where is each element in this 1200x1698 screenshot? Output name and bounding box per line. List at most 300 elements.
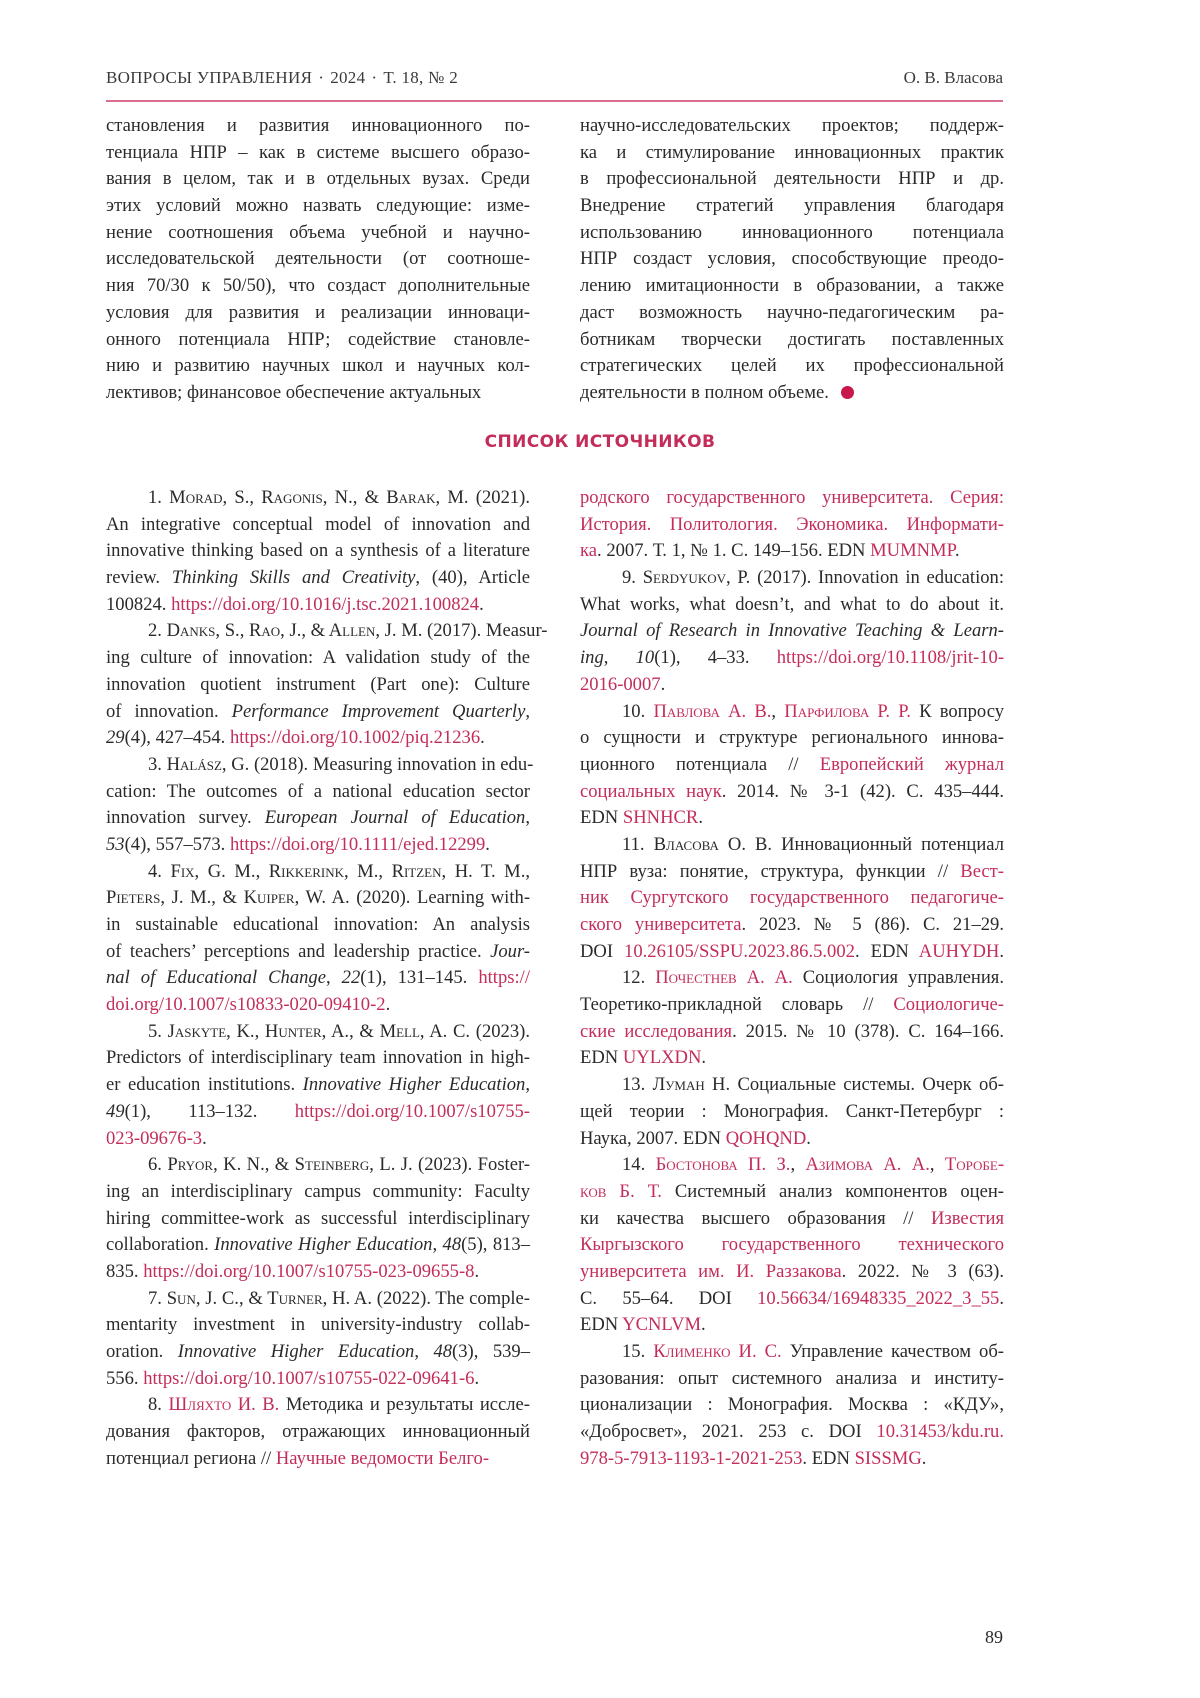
- reference-text: ционного потенциала //: [580, 753, 820, 775]
- reference-text: 29: [106, 727, 125, 749]
- reference-text: 15.: [622, 1341, 654, 1362]
- reference-line: [580, 912, 1004, 939]
- reference-text: 49: [106, 1100, 125, 1122]
- reference-line: [106, 485, 530, 512]
- reference-line: [106, 1286, 530, 1313]
- reference-line: [106, 1232, 530, 1259]
- reference-link[interactable]: ские исследования: [580, 1020, 733, 1042]
- reference-link[interactable]: SHNHCR: [622, 807, 699, 829]
- reference-item: [580, 832, 1004, 965]
- reference-link[interactable]: MUMNMP: [870, 540, 955, 562]
- reference-text: ,: [432, 1234, 443, 1256]
- reference-text: EDN: [580, 1047, 623, 1069]
- reference-text: ing culture of innovation: A validation study of the: [106, 647, 530, 669]
- reference-link[interactable]: Почестнев А. А.: [655, 967, 793, 989]
- reference-text: European Journal of Education: [264, 807, 526, 829]
- reference-text: (1), 113–132.: [124, 1100, 295, 1122]
- reference-text: .: [701, 1314, 706, 1336]
- reference-text: (4), 427–454.: [124, 727, 230, 749]
- reference-text: (1), 131–145.: [360, 967, 479, 989]
- reference-text: . 2015. № 10 (378). С. 164–166.: [732, 1020, 1004, 1042]
- reference-line: [106, 832, 530, 859]
- reference-text: 10.: [622, 700, 654, 722]
- body-text-line: в профессиональной деятельности НПР и др.: [580, 168, 1004, 190]
- reference-line: [106, 1099, 530, 1126]
- reference-text: Jaskyte, K., Hunter, A., & Mell, A. C.: [167, 1020, 471, 1042]
- reference-text: of innovation.: [106, 700, 232, 722]
- body-text-line: Внедрение стратегий управления благодаря: [580, 195, 1004, 217]
- reference-text: ,: [929, 1154, 945, 1176]
- reference-text: (2020). Learning with-: [349, 887, 531, 909]
- reference-text: 556.: [106, 1367, 144, 1389]
- body-text-line: вания в целом, так и в отдельных вузах. Среди: [106, 168, 530, 190]
- reference-line: [106, 565, 530, 592]
- reference-text: EDN: [580, 807, 623, 829]
- separator: ·: [371, 68, 378, 87]
- reference-text: 11.: [622, 833, 654, 855]
- reference-line: [106, 805, 530, 832]
- end-of-article-marker-icon: [841, 386, 854, 399]
- reference-text: 2.: [148, 620, 167, 642]
- reference-text: innovation survey.: [106, 807, 265, 829]
- reference-text: К вопросу: [910, 700, 1004, 722]
- reference-text: . 2022. № 3 (63).: [841, 1260, 1004, 1282]
- reference-text: (4), 557–573.: [124, 833, 230, 855]
- reference-text: , (40), Article: [415, 567, 531, 589]
- reference-link[interactable]: doi.org/10.1007/s10833-020-09410-2: [106, 994, 386, 1016]
- reference-text: Социология управления.: [792, 967, 1004, 989]
- reference-line: [580, 1232, 1004, 1259]
- reference-text: 7.: [148, 1287, 167, 1309]
- reference-text: Performance Improvement Quarterly: [231, 700, 526, 722]
- reference-text: . EDN: [854, 940, 919, 962]
- reference-text: . 2023. № 5 (86). С. 21–29.: [741, 914, 1004, 935]
- reference-line: [580, 1259, 1004, 1286]
- reference-link[interactable]: университета им. И. Раззакова: [580, 1260, 842, 1282]
- reference-text: ционализации : Монография. Москва : «КДУ»,: [580, 1394, 1004, 1416]
- reference-line: [580, 725, 1004, 752]
- reference-text: (2017). Measur-: [422, 620, 548, 642]
- body-text-line: научно-исследовательских проектов; поддерж-: [580, 115, 1004, 136]
- reference-line: [580, 752, 1004, 779]
- reference-item: [106, 1392, 530, 1472]
- reference-text: Наука, 2007. EDN: [580, 1127, 726, 1149]
- body-text-line: нию и развитию научных школ и научных кол-: [106, 355, 530, 377]
- reference-text: о сущности и структуре регионального иннова-: [580, 727, 1004, 749]
- reference-text: in sustainable educational innovation: An analysis: [106, 914, 530, 935]
- reference-link[interactable]: https://doi.org/10.1007/s10755-022-09641-6: [143, 1367, 475, 1389]
- reference-text: НПР вуза: понятие, структура, функции //: [580, 860, 961, 882]
- journal-info: [106, 68, 458, 88]
- reference-link[interactable]: 2016-0007: [580, 673, 661, 695]
- body-text-line: условия для развития и реализации инноваци-: [106, 301, 530, 323]
- reference-link[interactable]: 10.26105/SSPU.2023.86.5.002: [624, 940, 855, 962]
- reference-link[interactable]: QOHQND: [725, 1127, 807, 1149]
- reference-text: Innovative Higher Education: [302, 1074, 526, 1096]
- reference-text: mentarity investment in university-industry collab-: [106, 1314, 530, 1336]
- reference-line: [106, 859, 530, 886]
- reference-line: [580, 645, 1004, 672]
- reference-text: 53: [106, 833, 125, 855]
- reference-line: [580, 832, 1004, 859]
- body-column-right: [580, 113, 1004, 407]
- reference-link[interactable]: Социологиче-: [893, 994, 1004, 1016]
- running-author: О. В. Власова: [903, 68, 1003, 87]
- body-text-line: НПР создаст условия, способствующие преодо-: [580, 248, 1004, 270]
- reference-text: щей теории : Монография. Санкт-Петербург :: [580, 1100, 1004, 1122]
- reference-line: [580, 1045, 1004, 1072]
- journal-year: 2024: [330, 68, 366, 87]
- reference-text: innovation quotient instrument (Part one): Culture: [106, 673, 530, 695]
- reference-link[interactable]: Парфилова Р. Р.: [784, 700, 911, 722]
- reference-line: [106, 1072, 530, 1099]
- reference-line: [106, 699, 530, 726]
- reference-line: [580, 1179, 1004, 1206]
- reference-line: [580, 672, 1004, 699]
- reference-line: [106, 618, 548, 645]
- reference-text: 48: [433, 1341, 453, 1362]
- reference-text: oration.: [106, 1341, 178, 1362]
- reference-text: . 2014. № 3-1 (42). С. 435–444.: [721, 780, 1004, 802]
- reference-item: [106, 1286, 530, 1393]
- reference-item: [106, 618, 548, 751]
- reference-line: [106, 965, 530, 992]
- reference-line: [106, 538, 530, 565]
- reference-line: [106, 1366, 530, 1393]
- reference-text: What works, what doesn’t, and what to do about it.: [580, 593, 1004, 615]
- reference-link[interactable]: Бостонова П. З.: [655, 1154, 791, 1176]
- reference-text: (5), 813–: [461, 1234, 531, 1256]
- reference-line: [580, 1366, 1004, 1393]
- reference-text: innovative thinking based on a synthesis of a literature: [106, 540, 530, 562]
- reference-text: 5.: [148, 1020, 168, 1042]
- reference-line: [106, 1126, 530, 1153]
- reference-link[interactable]: https://doi.org/10.1002/piq.21236: [229, 727, 481, 749]
- reference-line: [580, 965, 1004, 992]
- reference-line: [580, 618, 1004, 645]
- reference-item: [106, 1019, 530, 1152]
- reference-item: [106, 485, 530, 618]
- reference-text: 9.: [622, 567, 643, 589]
- reference-text: Jour-: [490, 940, 530, 962]
- reference-text: 835.: [106, 1260, 144, 1282]
- reference-link[interactable]: ник Сургутского государственного педагогиче-: [580, 887, 1004, 909]
- reference-text: .: [701, 1047, 707, 1069]
- reference-text: Sun, J. C., & Turner, H. A.: [166, 1287, 372, 1309]
- reference-line: [106, 1206, 530, 1233]
- reference-text: nal of Educational Change: [106, 967, 326, 989]
- reference-line: [106, 1339, 530, 1366]
- reference-item: [580, 699, 1004, 832]
- body-text-line: лению имитационности в образовании, а также: [580, 275, 1004, 297]
- reference-text: 6.: [148, 1154, 168, 1176]
- reference-link[interactable]: UYLXDN: [622, 1047, 702, 1069]
- reference-line: [106, 992, 530, 1019]
- reference-text: Innovative Higher Education: [177, 1341, 415, 1362]
- reference-item: [106, 859, 530, 1019]
- reference-text: (2023). Foster-: [412, 1154, 530, 1176]
- reference-text: . 2007. Т. 1, № 1. С. 149–156. EDN: [597, 540, 871, 562]
- reference-text: .: [999, 1287, 1004, 1309]
- reference-text: Методика и результаты иссле-: [279, 1394, 531, 1416]
- reference-line: [580, 538, 1004, 565]
- reference-line: [580, 859, 1004, 886]
- reference-text: Innovative Higher Education: [214, 1234, 433, 1256]
- reference-line: [106, 592, 530, 619]
- reference-text: .: [485, 833, 490, 855]
- reference-text: .: [999, 940, 1004, 962]
- reference-text: 4.: [148, 860, 171, 882]
- reference-link[interactable]: ка: [580, 540, 598, 562]
- reference-text: .: [660, 673, 666, 695]
- references-column-left: [106, 485, 548, 1472]
- reference-line: [580, 565, 1004, 592]
- reference-line: [106, 1019, 530, 1046]
- reference-text: review.: [106, 567, 172, 589]
- reference-line: [106, 512, 530, 539]
- body-text-line: нение соотношения объема учебной и научно-: [106, 221, 530, 243]
- reference-text: ,: [525, 1074, 530, 1096]
- reference-link[interactable]: 10.56634/16948335_2022_3_55: [757, 1287, 1000, 1309]
- reference-text: ing: [580, 647, 604, 669]
- reference-text: 10: [635, 647, 655, 669]
- reference-link[interactable]: 978-5-7913-1193-1-2021-253: [580, 1447, 803, 1469]
- reference-link[interactable]: https://doi.org/10.1007/s10755-: [294, 1100, 530, 1122]
- body-text-line: ния 70/30 к 50/50), что создаст дополнительные: [106, 275, 530, 297]
- reference-text: С. 55–64. DOI: [580, 1287, 758, 1309]
- reference-line: [580, 1126, 1004, 1153]
- reference-text: .: [806, 1127, 811, 1149]
- reference-link[interactable]: YCNLVM: [622, 1314, 702, 1336]
- reference-text: Инновационный потенциал: [772, 833, 1004, 855]
- reference-text: Journal of Research in Innovative Teaching & Learn-: [580, 620, 1004, 642]
- reference-text: Predictors of interdisciplinary team innovation in high-: [106, 1047, 530, 1069]
- reference-link[interactable]: История. Политология. Экономика. Информати-: [580, 513, 1004, 535]
- reference-item: [580, 965, 1004, 1072]
- reference-line: [580, 1152, 1004, 1179]
- reference-link[interactable]: https://: [478, 967, 531, 989]
- reference-line: [106, 912, 530, 939]
- reference-line: [106, 1045, 530, 1072]
- reference-line: [580, 1019, 1004, 1046]
- body-text-line: тенциала НПР – как в системе высшего образо-: [106, 141, 530, 163]
- reference-line: [580, 1339, 1004, 1366]
- reference-text: ,: [414, 1341, 434, 1362]
- reference-line: [106, 1259, 530, 1286]
- reference-text: ки качества высшего образования //: [580, 1207, 931, 1229]
- reference-line: [106, 1312, 530, 1339]
- reference-line: [580, 885, 1004, 912]
- reference-text: Pieters, J. M., & Kuiper, W. A.: [106, 887, 350, 909]
- reference-line: [106, 1179, 530, 1206]
- reference-link[interactable]: ского университета: [580, 914, 742, 935]
- reference-link[interactable]: SISSMG: [854, 1447, 922, 1469]
- reference-link[interactable]: Кыргызского государственного технического: [580, 1234, 1004, 1256]
- reference-text: (1), 4–33.: [654, 647, 777, 669]
- reference-link[interactable]: 10.31453/kdu.ru.: [876, 1421, 1004, 1443]
- body-text-line: использованию инновационного потенциала: [580, 221, 1004, 243]
- body-text-line: стратегических целей их профессиональной: [580, 355, 1004, 377]
- reference-text: (2023).: [470, 1020, 530, 1042]
- reference-line: [580, 1206, 1004, 1233]
- reference-text: 100824.: [106, 593, 172, 615]
- header-rule: [106, 100, 1003, 102]
- reference-link[interactable]: родского государственного университета. Серия:: [580, 487, 1004, 508]
- reference-item: [106, 752, 534, 859]
- reference-text: разования: опыт системного анализа и институ-: [580, 1367, 1004, 1389]
- reference-line: [106, 939, 530, 966]
- reference-text: .: [921, 1447, 927, 1469]
- reference-text: .: [954, 540, 960, 562]
- reference-text: Morad, S., Ragonis, N., & Barak, M.: [169, 487, 469, 508]
- reference-text: (2018). Measuring innovation in edu-: [249, 753, 534, 775]
- reference-text: 14.: [622, 1154, 656, 1176]
- reference-line: [106, 779, 530, 806]
- reference-line: [580, 485, 1004, 512]
- reference-line: [580, 1419, 1004, 1446]
- reference-link[interactable]: https://doi.org/10.1007/s10755-023-09655-8: [143, 1260, 475, 1282]
- reference-text: Социальные системы. Очерк об-: [730, 1074, 1004, 1096]
- body-text-line: деятельности в полном объеме.: [580, 380, 1004, 407]
- reference-text: .: [385, 994, 391, 1016]
- reference-line: [580, 1286, 1004, 1313]
- reference-link[interactable]: Известия: [930, 1207, 1004, 1229]
- reference-line: [106, 1419, 530, 1446]
- running-header: [106, 64, 1003, 98]
- reference-line: [580, 592, 1004, 619]
- body-text-line: этих условий можно назвать следующие: изме-: [106, 195, 530, 217]
- body-text-line: онного потенциала НПР; содействие становле-: [106, 328, 530, 350]
- reference-link[interactable]: AUHYDH: [918, 940, 1000, 962]
- reference-text: Danks, S., Rao, J., & Allen, J. M.: [166, 620, 423, 642]
- reference-text: Thinking Skills and Creativity: [171, 567, 416, 589]
- reference-item: [580, 565, 1004, 698]
- body-text-line: ботникам творчески достигать поставленных: [580, 328, 1004, 350]
- references-heading: СПИСОК ИСТОЧНИКОВ: [484, 432, 716, 452]
- reference-text: .: [479, 593, 484, 615]
- reference-text: EDN: [580, 1314, 623, 1336]
- reference-line: [106, 645, 530, 672]
- body-text-line: даст возможность научно-педагогическим ра-: [580, 301, 1004, 323]
- reference-text: «Добросвет», 2021. 253 с. DOI: [580, 1421, 877, 1443]
- reference-item: [580, 1339, 1004, 1472]
- reference-link[interactable]: Павлова А. В.: [653, 700, 772, 722]
- reference-line: [580, 992, 1004, 1019]
- reference-text: . EDN: [802, 1447, 855, 1469]
- reference-text: Системный анализ компонентов оцен-: [661, 1180, 1004, 1202]
- reference-link[interactable]: Шляхто И. В.: [168, 1394, 280, 1416]
- reference-text: Управление качеством об-: [781, 1341, 1005, 1362]
- reference-line: [580, 779, 1004, 806]
- reference-text: ,: [790, 1154, 806, 1176]
- reference-line: [106, 672, 530, 699]
- reference-line: [580, 1072, 1004, 1099]
- reference-text: Pryor, K. N., & Steinberg, L. J.: [167, 1154, 413, 1176]
- reference-text: (2022). The comple-: [371, 1287, 530, 1309]
- journal-volume-issue: Т. 18, № 2: [383, 68, 459, 87]
- reference-line: [106, 885, 530, 912]
- reference-line: [106, 1152, 530, 1179]
- reference-text: .: [474, 1260, 480, 1282]
- reference-text: hiring committee-work as successful interdisciplinary: [106, 1207, 530, 1229]
- reference-item: [580, 1152, 1004, 1339]
- separator: ·: [318, 68, 325, 87]
- reference-text: ing an interdisciplinary campus community: Faculty: [106, 1180, 530, 1202]
- reference-line: [106, 1392, 530, 1419]
- reference-text: 3.: [148, 753, 167, 775]
- reference-link[interactable]: Европейский журнал: [819, 753, 1004, 775]
- reference-text: Власова О. В.: [653, 833, 773, 855]
- reference-text: .: [698, 807, 703, 829]
- body-text-line: лективов; финансовое обеспечение актуальных: [106, 381, 482, 403]
- body-text-line: становления и развития инновационного по-: [106, 115, 530, 136]
- reference-text: ,: [326, 967, 342, 989]
- reference-line: [580, 939, 1004, 966]
- reference-link[interactable]: Научные ведомости Белго-: [275, 1447, 490, 1469]
- page-number: 89: [985, 1627, 1003, 1647]
- body-column-left: [106, 113, 530, 407]
- reference-item: [580, 1072, 1004, 1152]
- reference-line: [106, 1446, 530, 1473]
- reference-link[interactable]: https://doi.org/10.1111/ejed.12299: [229, 833, 486, 855]
- reference-link[interactable]: Вест-: [960, 860, 1004, 882]
- reference-link[interactable]: https://doi.org/10.1108/jrit-10-: [776, 647, 1005, 669]
- reference-text: 8.: [148, 1394, 169, 1416]
- reference-text: Fix, G. M., Rikkerink, M., Ritzen, H. T. M.,: [170, 860, 530, 882]
- reference-text: DOI: [580, 940, 625, 962]
- body-text-line: исследовательской деятельности (от соотноше-: [106, 248, 530, 270]
- reference-link[interactable]: Азимова А. А.: [805, 1154, 930, 1176]
- reference-text: cation: The outcomes of a national education sector: [106, 780, 530, 802]
- references-column-right: [580, 485, 1004, 1472]
- reference-link[interactable]: https://doi.org/10.1016/j.tsc.2021.100824: [171, 593, 480, 615]
- reference-text: 1.: [148, 487, 170, 508]
- reference-text: (2017). Innovation in education:: [750, 567, 1004, 589]
- reference-text: ,: [525, 807, 530, 829]
- body-text-line: ка и стимулирование инновационных практик: [580, 141, 1004, 163]
- reference-line: [580, 1312, 1004, 1339]
- reference-text: (2021).: [468, 487, 531, 508]
- reference-text: An integrative conceptual model of innovation and: [106, 513, 530, 535]
- reference-text: 48: [442, 1234, 462, 1256]
- reference-item: [580, 485, 1004, 565]
- reference-text: 13.: [622, 1074, 653, 1096]
- reference-text: ,: [603, 647, 636, 669]
- reference-link[interactable]: социальных наук: [580, 780, 722, 802]
- journal-title: ВОПРОСЫ УПРАВЛЕНИЯ: [106, 68, 313, 87]
- reference-text: ,: [771, 700, 785, 722]
- reference-line: [106, 725, 530, 752]
- reference-text: Halász, G.: [166, 753, 250, 775]
- reference-link[interactable]: Торобе-: [944, 1154, 1005, 1176]
- reference-line: [580, 512, 1004, 539]
- reference-text: 12.: [622, 967, 656, 989]
- reference-text: of teachers’ perceptions and leadership practice.: [106, 940, 491, 962]
- reference-line: [580, 1099, 1004, 1126]
- reference-line: [580, 805, 1004, 832]
- reference-link[interactable]: Клименко И. С.: [653, 1341, 782, 1362]
- reference-text: .: [480, 727, 485, 749]
- reference-link[interactable]: ков Б. Т.: [580, 1180, 662, 1202]
- reference-link[interactable]: 023-09676-3: [106, 1127, 203, 1149]
- reference-text: .: [202, 1127, 207, 1149]
- reference-line: [580, 699, 1004, 726]
- reference-text: collaboration.: [106, 1234, 215, 1256]
- reference-line: [580, 1446, 1004, 1473]
- reference-text: Serdyukov, P.: [642, 567, 751, 589]
- reference-line: [106, 752, 534, 779]
- reference-text: .: [474, 1367, 480, 1389]
